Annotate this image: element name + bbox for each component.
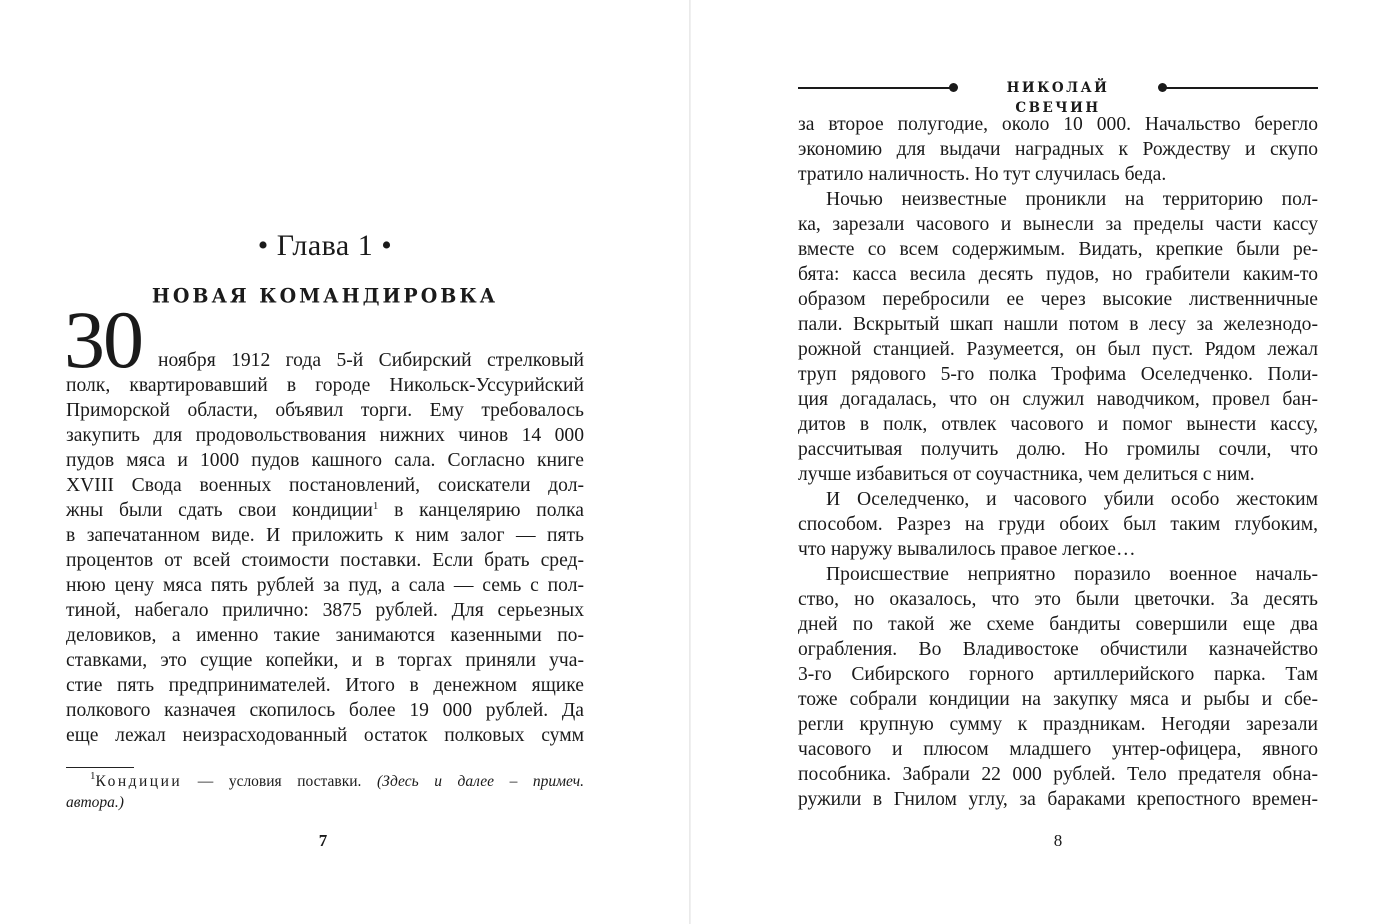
text-line: лучше избавиться от соучастника, чем делиться с ним. (798, 464, 1255, 485)
book-gutter (689, 0, 691, 924)
text-line: стие пять предпринимателей. Итого в денежном ящике (66, 675, 584, 696)
page-number-left: 7 (318, 831, 328, 850)
text-line: ка, зарезали часового и вынесли за пределы части кассу (798, 214, 1318, 235)
left-body-text (66, 348, 584, 748)
text-line: ставками, это сущие копейки, и в торгах приняли уча- (66, 650, 584, 671)
text-line: еще лежал неизрасходованный остаток полковых сумм (66, 725, 584, 746)
text-line: XVIII Свода военных постановлений, соискатели дол- (66, 475, 584, 496)
drop-cap: 30 (64, 294, 142, 385)
footnote-divider (66, 767, 134, 768)
text-line: бята: касса весила десять пудов, но грабители каким-то (798, 264, 1318, 285)
right-body-text (798, 112, 1318, 812)
footnote-text: — условия поставки. (182, 773, 377, 790)
text-line: способом. Разрез на груди обоих был таким глубоким, (798, 514, 1318, 535)
text-line: дней по такой же схеме бандиты совершили еще два (798, 614, 1318, 635)
chapter-title: • Глава 1 • (257, 229, 393, 262)
text-line: рожной станцией. Разумеется, он был пуст. Рядом лежал (798, 339, 1318, 360)
text-line: полк, квартировавший в городе Никольск-Уссурийский (66, 375, 584, 396)
text-line: процентов от всей стоимости поставки. Если брать сред- (66, 550, 584, 571)
running-head-author: НИКОЛАЙ СВЕЧИН (1006, 80, 1110, 116)
footnote-reference[interactable]: 1 (372, 500, 379, 512)
page-number-right: 8 (1053, 831, 1063, 850)
text-line: пали. Вскрытый шкап нашли потом в лесу за железнодо- (798, 314, 1318, 335)
text-line: ограбления. Во Владивостоке обчистили казначейство (798, 639, 1318, 660)
text-line: Приморской области, объявил торги. Ему требовалось (66, 400, 584, 421)
text-line: нюю цену мяса пять рублей за пуд, а сала — семь с пол- (66, 575, 584, 596)
text-line: тратило наличность. Но тут случилась беда. (798, 164, 1167, 185)
text-line: часового и плюсом младшего унтер-офицера, явного (798, 739, 1318, 760)
text-line: деловиков, а именно такие занимаются казенными по- (66, 625, 584, 646)
text-line: ство, но оказалось, что это были цветочки. За десять (798, 589, 1318, 610)
text-line: ружили в Гнилом углу, за бараками крепостного времен- (798, 789, 1318, 810)
text-line: что наружу вывалилось правое легкое… (798, 539, 1136, 560)
running-head-dot-left (949, 83, 958, 92)
running-head-rule-right (1164, 87, 1318, 89)
running-head (798, 78, 1318, 116)
text-line: ноября 1912 года 5-й Сибирский стрелковый (158, 350, 584, 371)
footnote-note: (Здесь и далее – примеч. (376, 773, 585, 790)
text-line: Происшествие неприятно поразило военное началь- (826, 564, 1318, 585)
text-line: тиной, набегало прилично: 3875 рублей. Для серьезных (66, 600, 584, 621)
text-line: образом перебросили ее через высокие лиственничные (798, 289, 1318, 310)
text-line: пудов мяса и 1000 пудов кашного сала. Согласно книге (66, 450, 584, 471)
text-line: в запечатанном виде. И приложить к ним залог — пять (66, 525, 584, 546)
text-line: Ночью неизвестные проникли на территорию пол- (826, 189, 1318, 210)
footnote-note-end: автора.) (66, 794, 124, 811)
text-line: экономию для выдачи наградных к Рождеству и скупо (798, 139, 1318, 160)
text-line: ция догадалась, что он служил наводчиком, провел бан- (798, 389, 1318, 410)
footnote (66, 771, 584, 813)
text-line: труп рядового 5-го полка Трофима Оселедченко. Поли- (798, 364, 1318, 385)
chapter-subtitle: НОВАЯ КОМАНДИРОВКА (151, 284, 499, 308)
footnote-line (66, 771, 584, 792)
text-line: пособника. Забрали 22 000 рублей. Тело предателя обна- (798, 764, 1318, 785)
text-line: закупить для продовольствования нижних чинов 14 000 (66, 425, 584, 446)
footnote-term: Кондиции (95, 773, 183, 790)
text-line: рассчитывая получить долю. Но громилы сочли, что (798, 439, 1318, 460)
text-line: полкового казначея скопилось более 19 000 рублей. Да (66, 700, 584, 721)
text-line (66, 498, 584, 523)
text-segment: жны были сдать свои кондиции (66, 500, 373, 521)
text-line: вместе со всем содержимым. Видать, крепкие были ре- (798, 239, 1318, 260)
text-line: регли крупную сумму к праздникам. Негодяи зарезали (798, 714, 1318, 735)
text-line: за второе полугодие, около 10 000. Начальство берегло (798, 114, 1318, 135)
text-line: тоже собрали кондиции на закупку мяса и рыбы и сбе- (798, 689, 1318, 710)
text-line: 3-го Сибирского горного артиллерийского парка. Там (798, 664, 1318, 685)
text-line: И Оселедченко, и часового убили особо жестоким (826, 489, 1318, 510)
text-segment: в канцелярию полка (378, 500, 584, 521)
footnote-line (66, 792, 584, 813)
text-line: дитов в полк, отвлек часового и помог вынести кассу, (798, 414, 1318, 435)
footnote-marker: 1 (90, 770, 96, 782)
running-head-rule-left (798, 87, 950, 89)
